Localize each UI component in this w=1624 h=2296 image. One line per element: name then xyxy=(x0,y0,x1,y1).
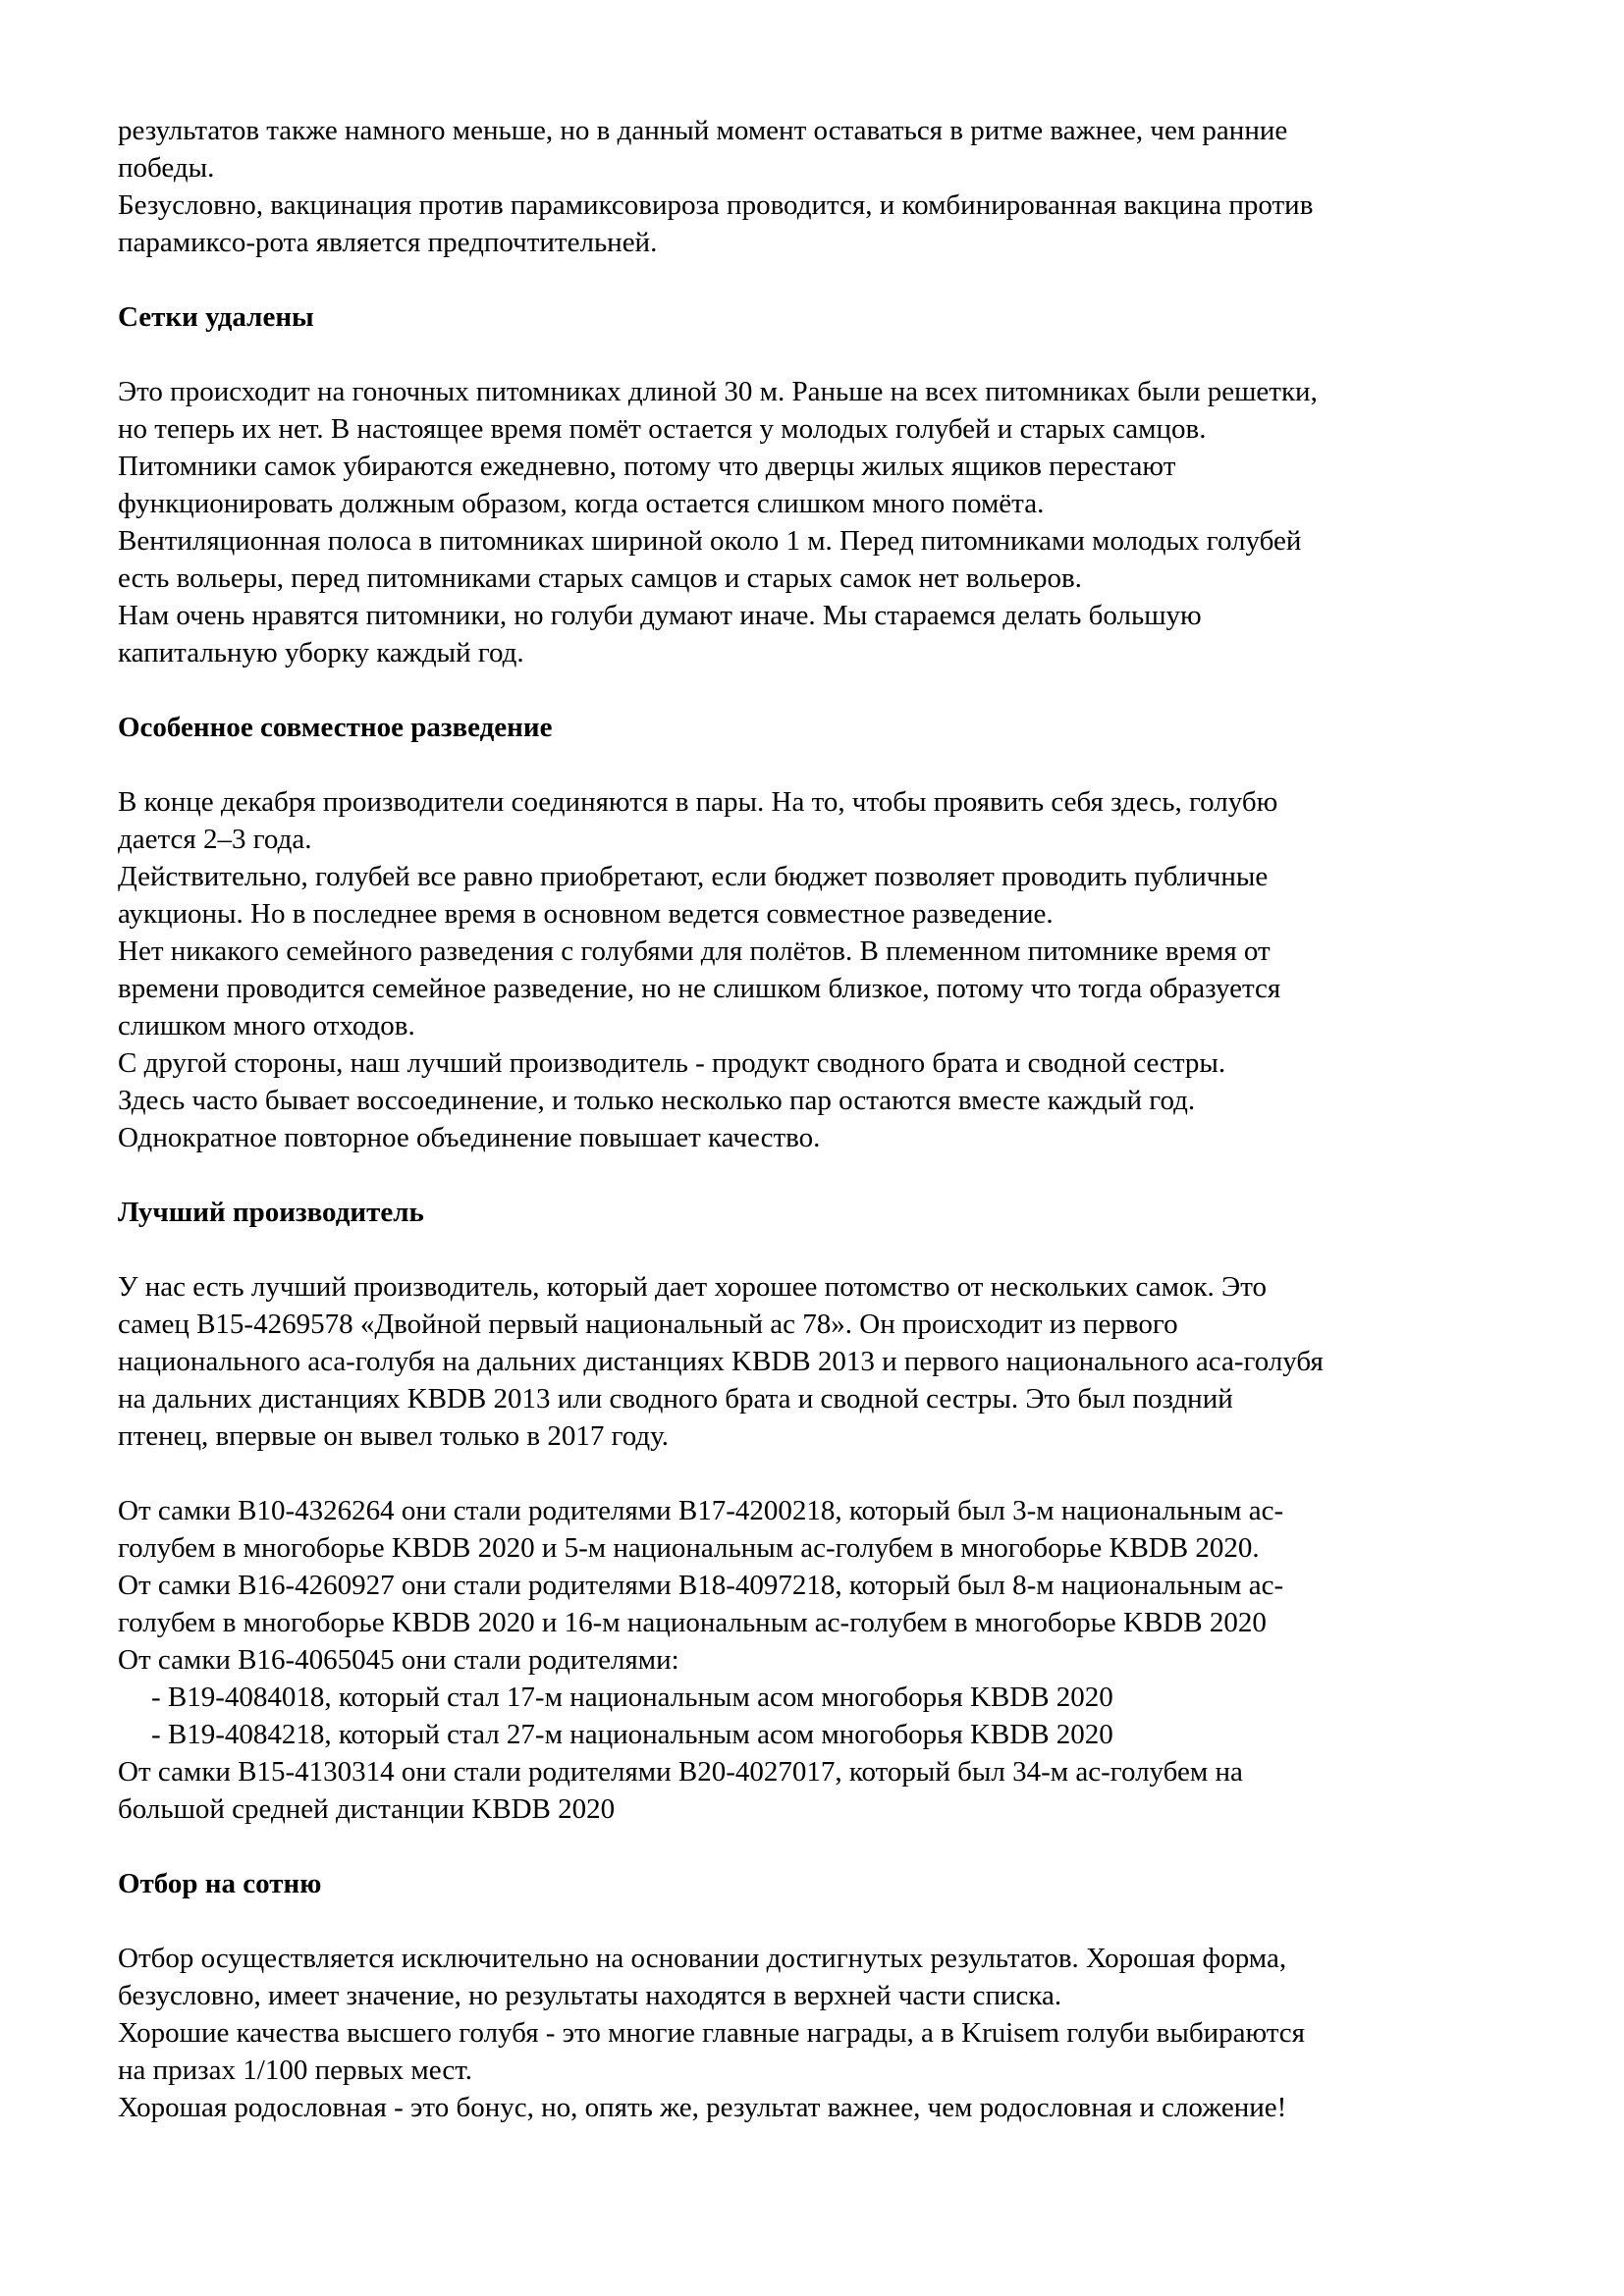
text-line: В конце декабря производители соединяются в пары. На то, чтобы проявить себя здесь, голубю xyxy=(118,786,1278,818)
text-line: на дальних дистанциях KBDB 2013 или сводного брата и сводной сестры. Это был поздний xyxy=(118,1383,1233,1415)
list-item: - B19-4084018, который стал 17-м национальным асом многоборья KBDB 2020 xyxy=(151,1682,1113,1713)
text-line: на призах 1/100 первых мест. xyxy=(118,2055,472,2086)
intro-paragraph xyxy=(118,112,1532,261)
text-line: слишком много отходов. xyxy=(118,1010,415,1041)
text-line: безусловно, имеет значение, но результаты находятся в верхней части списка. xyxy=(118,1980,1062,2011)
text-line: Нам очень нравятся питомники, но голуби думают иначе. Мы стараемся делать большую xyxy=(118,600,1202,631)
spacer xyxy=(118,1828,1532,1865)
text-line: победы. xyxy=(118,152,215,184)
text-line: птенец, впервые он вывел только в 2017 году. xyxy=(118,1420,670,1452)
text-line: Это происходит на гоночных питомниках длиной 30 м. Раньше на всех питомниках были решетки, xyxy=(118,376,1318,407)
text-line: Действительно, голубей все равно приобретают, если бюджет позволяет проводить публичные xyxy=(118,861,1269,892)
text-line: самец B15-4269578 «Двойной первый национальный ас 78». Он происходит из первого xyxy=(118,1308,1178,1340)
text-line: голубем в многоборье KBDB 2020 и 5-м национальным ас-голубем в многоборье KBDB 2020. xyxy=(118,1532,1260,1564)
breeding-paragraph xyxy=(118,783,1532,1156)
spacer xyxy=(118,671,1532,709)
text-line: У нас есть лучший производитель, который дает хорошее потомство от нескольких самок. Это xyxy=(118,1271,1267,1303)
spacer xyxy=(118,336,1532,373)
best-breeder-paragraph-1 xyxy=(118,1268,1532,1455)
text-line: От самки B16-4065045 они стали родителями: xyxy=(118,1644,679,1676)
grids-paragraph xyxy=(118,373,1532,671)
text-line: Питомники самок убираются ежедневно, потому что дверцы жилых ящиков перестают xyxy=(118,451,1176,482)
spacer xyxy=(118,746,1532,783)
spacer xyxy=(118,1902,1532,1940)
text-line: Хорошие качества высшего голубя - это многие главные награды, а в Kruisem голуби выбираются xyxy=(118,2017,1305,2049)
section-heading-best-breeder: Лучший производитель xyxy=(118,1197,424,1228)
text-line: дается 2–3 года. xyxy=(118,824,312,855)
section-heading-selection: Отбор на сотню xyxy=(118,1868,322,1899)
text-line: Отбор осуществляется исключительно на основании достигнутых результатов. Хорошая форма, xyxy=(118,1943,1287,1974)
text-line: большой средней дистанции KBDB 2020 xyxy=(118,1793,616,1825)
text-line: С другой стороны, наш лучший производитель - продукт сводного брата и сводной сестры. xyxy=(118,1047,1226,1079)
text-line: парамиксо-рота является предпочтительней. xyxy=(118,227,658,258)
text-line: национального аса-голубя на дальних дистанциях KBDB 2013 и первого национального аса-голубя xyxy=(118,1346,1324,1377)
section-heading-grids: Сетки удалены xyxy=(118,301,314,333)
text-line: есть вольеры, перед питомниками старых самцов и старых самок нет вольеров. xyxy=(118,562,1082,594)
text-line: Здесь часто бывает воссоединение, и только несколько пар остаются вместе каждый год. xyxy=(118,1085,1196,1116)
text-line: Безусловно, вакцинация против парамиксовироза проводится, и комбинированная вакцина против xyxy=(118,189,1314,221)
text-line: голубем в многоборье KBDB 2020 и 16-м национальным ас-голубем в многоборье KBDB 2020 xyxy=(118,1607,1267,1638)
selection-paragraph xyxy=(118,1940,1532,2126)
best-breeder-paragraph-2 xyxy=(118,1492,1532,1828)
spacer xyxy=(118,261,1532,298)
text-line: От самки B10-4326264 они стали родителями B17-4200218, который был 3-м национальным ас- xyxy=(118,1495,1284,1526)
text-line: функционировать должным образом, когда остается слишком много помёта. xyxy=(118,488,1045,519)
offspring-list xyxy=(118,1679,1532,1753)
text-line: От самки B16-4260927 они стали родителями B18-4097218, который был 8-м национальным ас- xyxy=(118,1570,1284,1601)
text-line: От самки B15-4130314 они стали родителями B20-4027017, который был 34-м ас-голубем на xyxy=(118,1756,1243,1788)
text-line: Однократное повторное объединение повышает качество. xyxy=(118,1122,821,1153)
spacer xyxy=(118,1455,1532,1492)
spacer xyxy=(118,1231,1532,1268)
text-line: Вентиляционная полоса в питомниках шириной около 1 м. Перед питомниками молодых голубей xyxy=(118,525,1302,557)
document-body xyxy=(118,112,1532,2126)
text-line: аукционы. Но в последнее время в основном ведется совместное разведение. xyxy=(118,898,1054,930)
text-line: времени проводится семейное разведение, но не слишком близкое, потому что тогда образуется xyxy=(118,973,1281,1004)
text-line: Хорошая родословная - это бонус, но, опять же, результат важнее, чем родословная и сложение! xyxy=(118,2092,1287,2123)
list-item: - B19-4084218, который стал 27-м национальным асом многоборья KBDB 2020 xyxy=(151,1719,1113,1750)
section-heading-breeding: Особенное совместное разведение xyxy=(118,712,553,743)
text-line: Нет никакого семейного разведения с голубями для полётов. В племенном питомнике время от xyxy=(118,935,1271,967)
spacer xyxy=(118,1156,1532,1194)
text-line: результатов также намного меньше, но в данный момент оставаться в ритме важнее, чем ранние xyxy=(118,115,1288,146)
text-line: но теперь их нет. В настоящее время помёт остается у молодых голубей и старых самцов. xyxy=(118,413,1207,445)
text-line: капитальную уборку каждый год. xyxy=(118,637,524,668)
